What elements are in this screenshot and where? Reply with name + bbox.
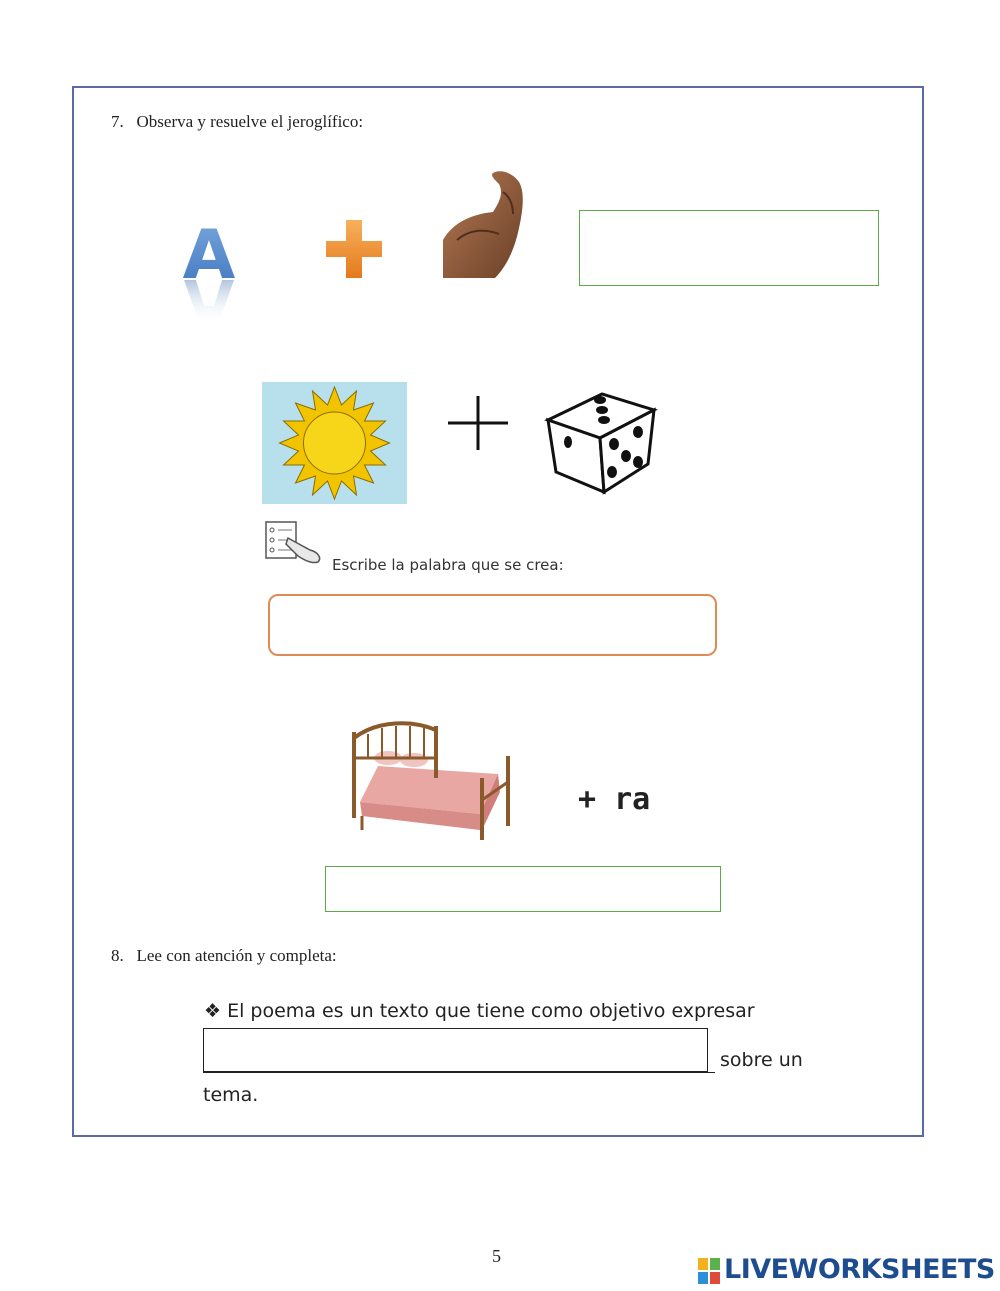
question-7-text: Observa y resuelve el jeroglífico: [136,112,364,131]
page-number: 5 [492,1246,501,1266]
liveworksheets-brand: LIVEWORKSHEETS [724,1254,995,1285]
sentence-line-3: tema. [203,1084,259,1106]
sentence-line-1-text: El poema es un texto que tiene como objetivo expresar [227,1000,755,1022]
blank-underline [203,1072,715,1073]
question-8-number: 8. [111,946,124,965]
suffix-ra-text: + ra [578,782,651,817]
question-7 [111,112,363,132]
flexed-arm-image [443,170,529,280]
liveworksheets-logo-icon [698,1258,720,1284]
sentence-after-blank: sobre un [720,1049,803,1071]
letter-a: A [182,216,236,295]
sun-image [262,382,407,504]
answer-box-3[interactable] [325,866,721,912]
answer-blank-poem[interactable] [203,1028,708,1072]
writing-hand-icon [264,520,324,564]
answer-box-1[interactable] [579,210,879,286]
orange-plus-icon [326,220,382,278]
instruction-text: Escribe la palabra que se crea: [332,556,564,574]
question-8-text: Lee con atención y completa: [136,946,337,965]
sentence-line-1 [204,1000,755,1022]
black-plus-icon [448,396,508,450]
question-7-number: 7. [111,112,124,131]
bed-image [348,718,513,842]
letter-a-image [178,210,240,330]
dice-image [542,380,660,498]
question-8 [111,946,337,966]
answer-box-2[interactable] [268,594,717,656]
diamond-bullet-icon: ❖ [204,1000,222,1022]
